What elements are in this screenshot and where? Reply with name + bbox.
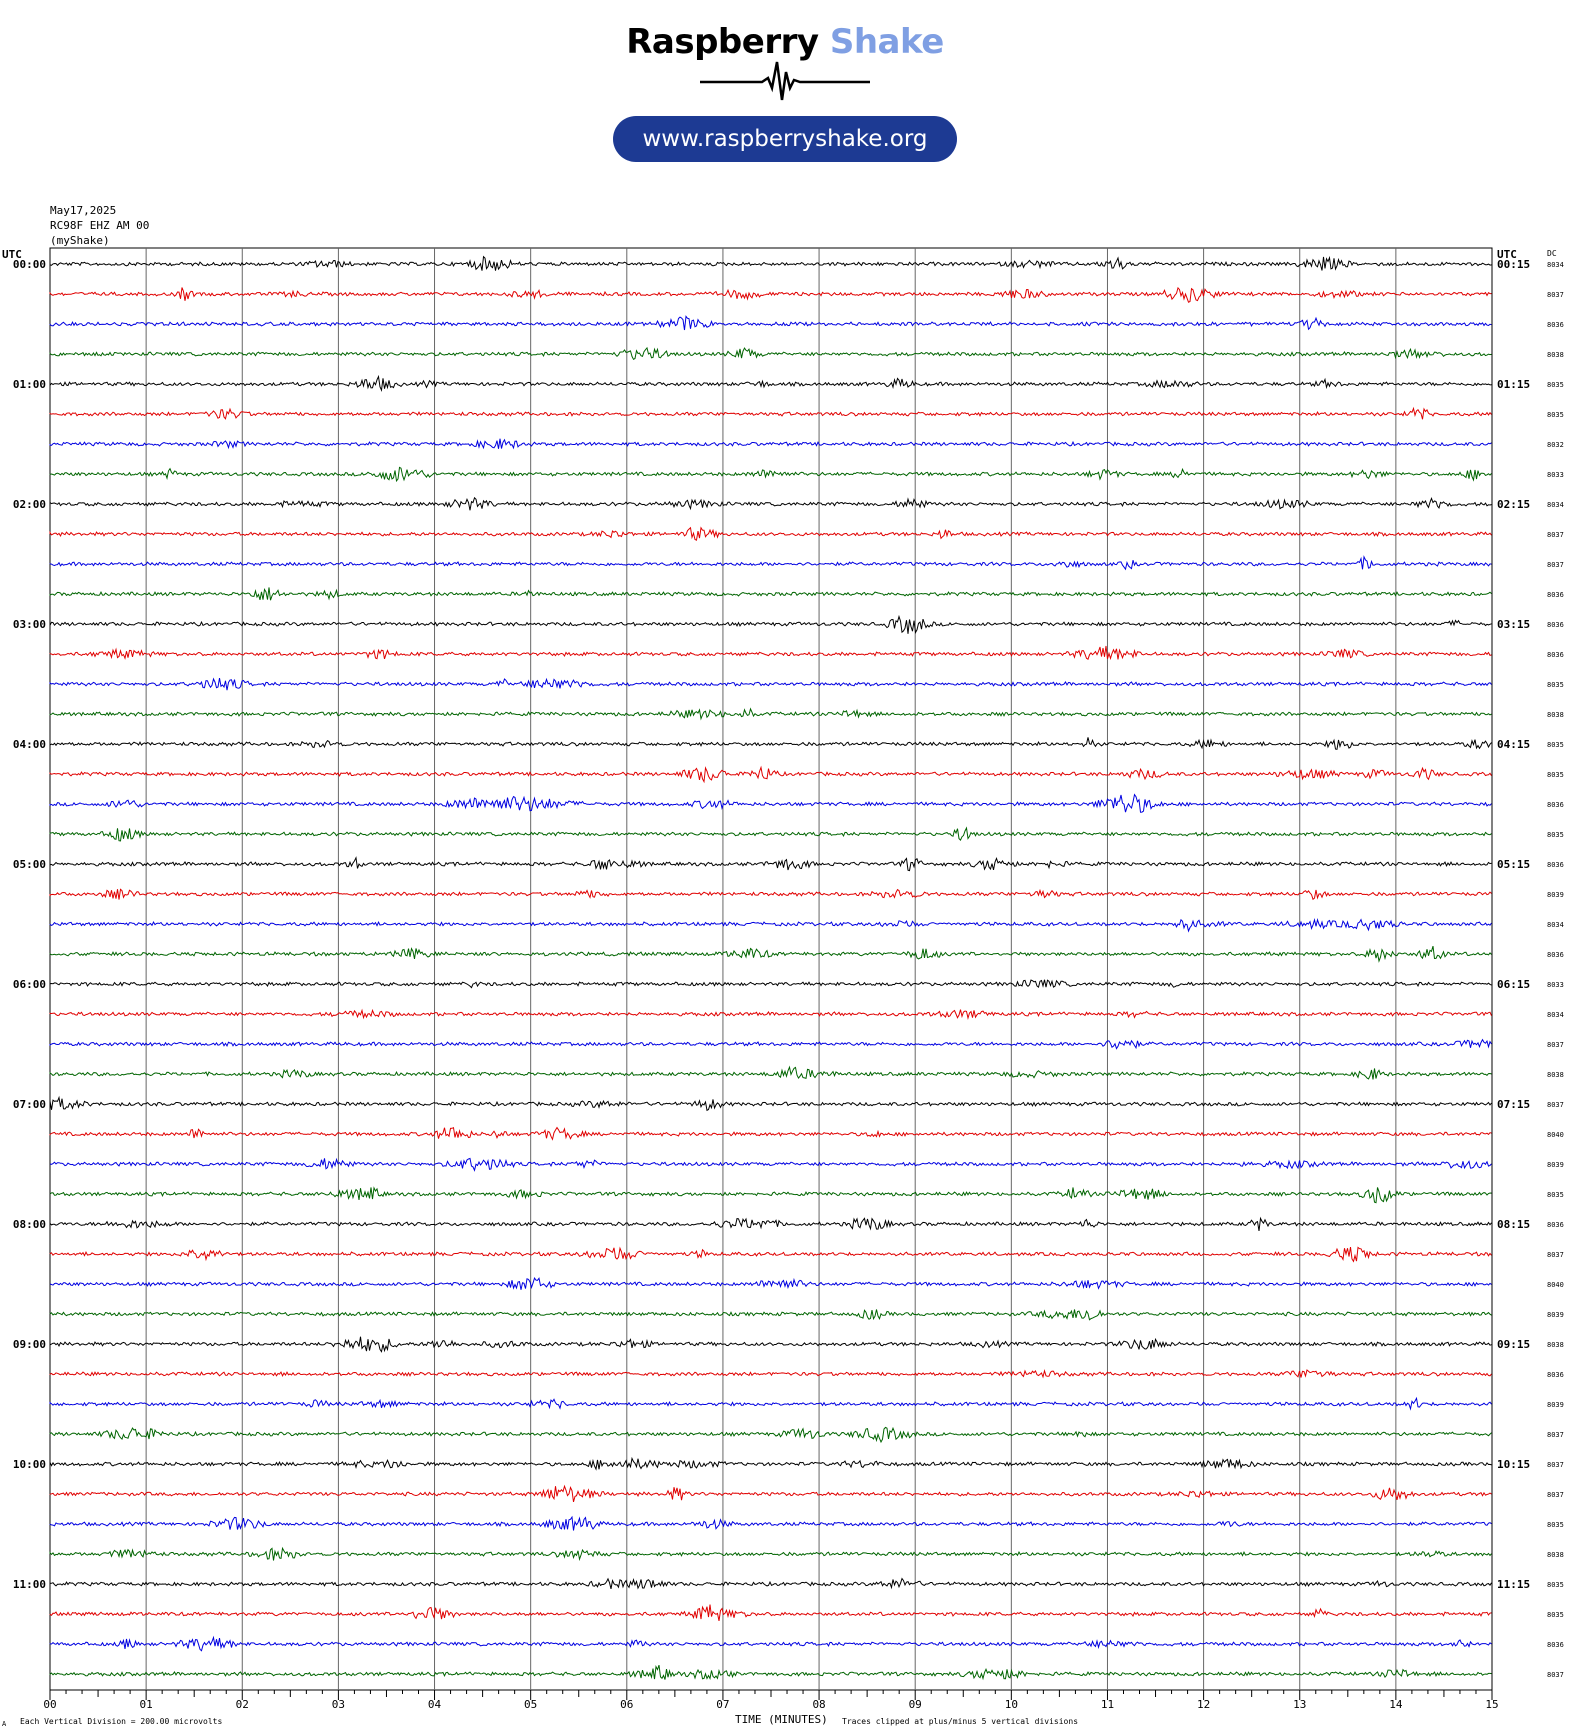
seismic-trace	[50, 348, 1492, 359]
x-tick-label: 08	[812, 1698, 826, 1711]
dc-value: 8036	[1547, 861, 1564, 869]
seismic-trace	[50, 946, 1492, 961]
plot-frame	[50, 248, 1492, 1690]
seismic-trace	[50, 1218, 1492, 1231]
corner-mark: A	[2, 1720, 7, 1728]
left-hour-label: 00:00	[12, 258, 46, 271]
dc-value: 8035	[1547, 381, 1564, 389]
dc-value: 8034	[1547, 261, 1564, 269]
x-tick-label: 10	[1004, 1698, 1018, 1711]
seismic-trace	[50, 920, 1492, 931]
seismic-trace	[50, 587, 1492, 600]
station-code: RC98F EHZ AM 00	[50, 219, 150, 232]
network-name: (myShake)	[50, 234, 110, 247]
dc-value: 8037	[1547, 1251, 1564, 1259]
dc-value: 8036	[1547, 951, 1564, 959]
dc-value: 8035	[1547, 1581, 1564, 1589]
dc-value: 8035	[1547, 831, 1564, 839]
seismic-trace	[50, 288, 1492, 303]
dc-value: 8037	[1547, 291, 1564, 299]
seismic-trace	[50, 1128, 1492, 1140]
dc-value: 8040	[1547, 1281, 1564, 1289]
seismic-trace	[50, 439, 1492, 449]
seismic-trace	[50, 409, 1492, 420]
dc-value: 8039	[1547, 1311, 1564, 1319]
dc-value: 8036	[1547, 1371, 1564, 1379]
seismic-trace	[50, 646, 1492, 659]
seismic-trace	[50, 498, 1492, 511]
dc-value: 8039	[1547, 1161, 1564, 1169]
dc-value: 8037	[1547, 1431, 1564, 1439]
clip-note: Traces clipped at plus/minus 5 vertical divisions	[842, 1717, 1079, 1726]
seismic-trace	[50, 257, 1492, 271]
seismic-trace	[50, 1187, 1492, 1202]
dc-value: 8034	[1547, 921, 1564, 929]
plot-date: May17,2025	[50, 204, 117, 217]
dc-value: 8037	[1547, 1101, 1564, 1109]
dc-value: 8035	[1547, 1191, 1564, 1199]
right-hour-label: 07:15	[1497, 1098, 1531, 1111]
dc-value: 8032	[1547, 441, 1564, 449]
seismic-trace	[50, 528, 1492, 541]
left-hour-label: 09:00	[12, 1338, 46, 1351]
seismic-trace	[50, 828, 1492, 841]
seismic-trace	[50, 678, 1492, 690]
dc-value: 8035	[1547, 1611, 1564, 1619]
right-hour-label: 06:15	[1497, 978, 1531, 991]
dc-value: 8036	[1547, 591, 1564, 599]
dc-value: 8036	[1547, 1641, 1564, 1649]
dc-value: 8039	[1547, 1401, 1564, 1409]
dc-value: 8039	[1547, 891, 1564, 899]
left-hour-label: 10:00	[12, 1458, 46, 1471]
seismic-trace	[50, 768, 1492, 782]
seismic-trace	[50, 1398, 1492, 1409]
seismic-trace	[50, 889, 1492, 899]
dc-value: 8037	[1547, 1671, 1564, 1679]
dc-value: 8037	[1547, 531, 1564, 539]
seismic-trace	[50, 1247, 1492, 1261]
dc-value: 8034	[1547, 501, 1564, 509]
dc-value: 8038	[1547, 1341, 1564, 1349]
seismic-trace	[50, 737, 1492, 749]
right-hour-label: 04:15	[1497, 738, 1531, 751]
seismic-trace	[50, 1427, 1492, 1442]
dc-value: 8036	[1547, 801, 1564, 809]
x-tick-label: 05	[524, 1698, 538, 1711]
left-hour-label: 03:00	[12, 618, 46, 631]
division-note: Each Vertical Division = 200.00 microvolts	[20, 1717, 223, 1726]
x-tick-label: 03	[331, 1698, 346, 1711]
seismic-trace	[50, 1486, 1492, 1502]
seismic-trace	[50, 1605, 1492, 1621]
x-tick-label: 11	[1100, 1698, 1115, 1711]
seismic-trace	[50, 1337, 1492, 1352]
dc-value: 8036	[1547, 651, 1564, 659]
x-tick-label: 14	[1389, 1698, 1403, 1711]
seismic-trace	[50, 316, 1492, 330]
left-hour-label: 02:00	[12, 498, 46, 511]
right-hour-label: 01:15	[1497, 378, 1531, 391]
seismic-trace	[50, 557, 1492, 569]
dc-value: 8038	[1547, 351, 1564, 359]
x-tick-label: 09	[908, 1698, 922, 1711]
left-hour-label: 01:00	[12, 378, 46, 391]
dc-value: 8035	[1547, 771, 1564, 779]
right-axis-title: UTC	[1497, 248, 1517, 261]
dc-value: 8033	[1547, 471, 1564, 479]
seismic-trace	[50, 1310, 1492, 1320]
seismic-trace	[50, 795, 1492, 813]
left-hour-label: 07:00	[12, 1098, 46, 1111]
x-tick-label: 04	[427, 1698, 442, 1711]
seismic-trace	[50, 467, 1492, 481]
x-tick-label: 13	[1293, 1698, 1307, 1711]
dc-value: 8038	[1547, 711, 1564, 719]
dc-value: 8033	[1547, 981, 1564, 989]
left-hour-label: 11:00	[12, 1578, 46, 1591]
x-tick-label: 12	[1196, 1698, 1211, 1711]
right-hour-label: 00:15	[1497, 258, 1531, 271]
x-tick-label: 15	[1485, 1698, 1499, 1711]
dc-value: 8038	[1547, 1551, 1564, 1559]
dc-value: 8034	[1547, 1011, 1564, 1019]
right-hour-label: 03:15	[1497, 618, 1531, 631]
seismic-trace	[50, 980, 1492, 988]
seismic-trace	[50, 1638, 1492, 1651]
dc-value: 8037	[1547, 1041, 1564, 1049]
x-tick-label: 06	[620, 1698, 634, 1711]
seismic-trace	[50, 377, 1492, 391]
dc-value: 8037	[1547, 1491, 1564, 1499]
seismic-trace	[50, 1278, 1492, 1290]
seismic-trace	[50, 1098, 1492, 1111]
seismic-trace	[50, 1158, 1492, 1170]
brand-accent: Shake	[829, 22, 944, 62]
left-hour-label: 04:00	[12, 738, 46, 751]
right-hour-label: 02:15	[1497, 498, 1531, 511]
brand-main: Raspberry	[626, 22, 819, 62]
left-hour-label: 06:00	[12, 978, 46, 991]
dc-value: 8036	[1547, 1221, 1564, 1229]
seismic-trace	[50, 858, 1492, 871]
dc-value: 8040	[1547, 1131, 1564, 1139]
x-tick-label: 01	[139, 1698, 153, 1711]
x-tick-label: 02	[235, 1698, 249, 1711]
dc-value: 8035	[1547, 411, 1564, 419]
x-axis-label: TIME (MINUTES)	[735, 1713, 828, 1726]
website-url-badge[interactable]: www.raspberryshake.org	[613, 116, 957, 162]
dc-value: 8037	[1547, 561, 1564, 569]
seismic-trace	[50, 1548, 1492, 1560]
left-axis-title: UTC	[2, 248, 22, 261]
left-hour-label: 05:00	[12, 858, 46, 871]
seismic-trace	[50, 1665, 1492, 1680]
right-hour-label: 10:15	[1497, 1458, 1531, 1471]
seismic-trace	[50, 1040, 1492, 1049]
dc-value: 8035	[1547, 741, 1564, 749]
right-hour-label: 11:15	[1497, 1578, 1531, 1591]
dc-value: 8036	[1547, 321, 1564, 329]
seismic-trace	[50, 1067, 1492, 1079]
dc-header: DC	[1547, 249, 1557, 258]
seismic-trace	[50, 1579, 1492, 1589]
dc-value: 8035	[1547, 681, 1564, 689]
dc-value: 8038	[1547, 1071, 1564, 1079]
x-tick-label: 07	[716, 1698, 730, 1711]
seismic-trace	[50, 1459, 1492, 1470]
right-hour-label: 05:15	[1497, 858, 1531, 871]
dc-value: 8037	[1547, 1461, 1564, 1469]
right-hour-label: 09:15	[1497, 1338, 1531, 1351]
seismic-trace	[50, 1517, 1492, 1530]
seismic-trace	[50, 709, 1492, 719]
right-hour-label: 08:15	[1497, 1218, 1531, 1231]
seismic-trace	[50, 617, 1492, 634]
dc-value: 8035	[1547, 1521, 1564, 1529]
left-hour-label: 08:00	[12, 1218, 46, 1231]
x-tick-label: 00	[43, 1698, 57, 1711]
seismic-trace	[50, 1010, 1492, 1018]
seismic-trace	[50, 1370, 1492, 1378]
dc-value: 8036	[1547, 621, 1564, 629]
